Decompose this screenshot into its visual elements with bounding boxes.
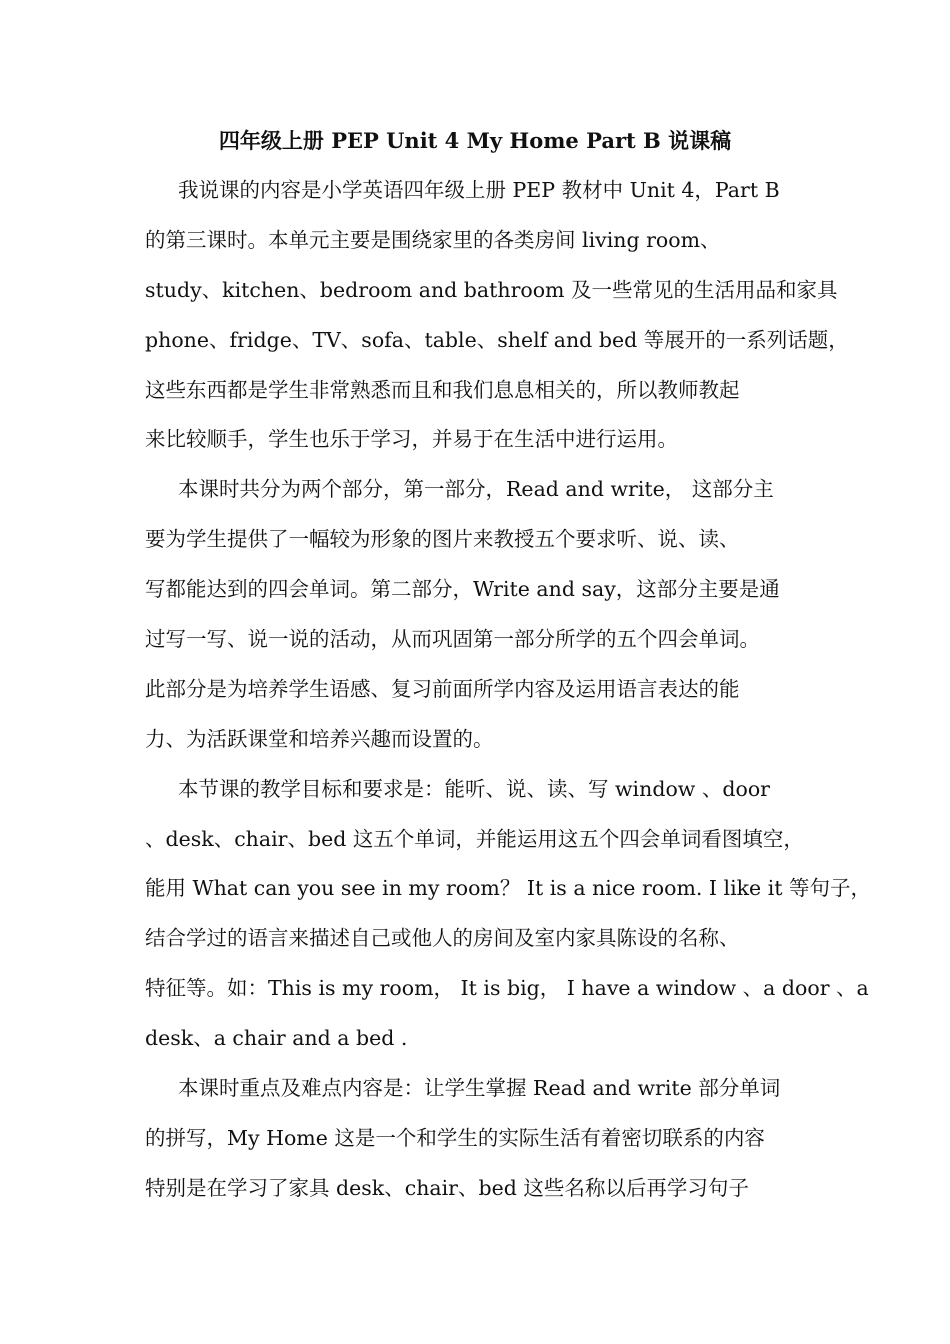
document-body xyxy=(145,166,872,1214)
document-title: 四年级上册 PEP Unit 4 My Home Part B 说课稿 xyxy=(218,128,732,153)
paragraph-line: 过写一写、说一说的活动，从而巩固第一部分所学的五个四会单词。 xyxy=(145,627,760,652)
paragraph-line: study、kitchen、bedroom and bathroom 及一些常见的生活用品和家具 xyxy=(145,277,838,302)
paragraph-line: 此部分是为培养学生语感、复习前面所学内容及运用语言表达的能 xyxy=(145,676,740,701)
paragraph-line: 本课时共分为两个部分，第一部分，Read and write， 这部分主 xyxy=(178,477,774,502)
paragraph-line: 这些东西都是学生非常熟悉而且和我们息息相关的，所以教师教起 xyxy=(145,377,740,402)
paragraph-line: 我说课的内容是小学英语四年级上册 PEP 教材中 Unit 4，Part B xyxy=(178,178,780,202)
paragraph-line: 能用 What can you see in my room？ It is a nice room. I like it 等句子， xyxy=(145,876,872,901)
paragraph-line: 的拼写，My Home 这是一个和学生的实际生活有着密切联系的内容 xyxy=(145,1125,765,1150)
paragraph-line: 写都能达到的四会单词。第二部分，Write and say，这部分主要是通 xyxy=(145,577,780,602)
paragraph-line: 要为学生提供了一幅较为形象的图片来教授五个要求听、说、读、 xyxy=(145,527,740,552)
paragraph-line: 力、为活跃课堂和培养兴趣而设置的。 xyxy=(145,726,494,751)
paragraph-line: 特别是在学习了家具 desk、chair、bed 这些名称以后再学习句子 xyxy=(145,1175,749,1200)
paragraph-line: 结合学过的语言来描述自己或他人的房间及室内家具陈设的名称、 xyxy=(145,926,740,951)
paragraph-line: 特征等。如：This is my room， It is big， I have a window 、a door 、a xyxy=(145,976,869,1001)
paragraph-line: 本课时重点及难点内容是：让学生掌握 Read and write 部分单词 xyxy=(178,1076,781,1101)
paragraph-line: 、desk、chair、bed 这五个单词，并能运用这五个四会单词看图填空， xyxy=(145,826,804,851)
paragraph-line: 来比较顺手，学生也乐于学习，并易于在生活中进行运用。 xyxy=(145,427,678,452)
paragraph-line: 的第三课时。本单元主要是围绕家里的各类房间 living room、 xyxy=(145,227,721,252)
paragraph-line: 本节课的教学目标和要求是：能听、说、读、写 window 、door xyxy=(178,776,770,801)
paragraph-line: desk、a chair and a bed . xyxy=(145,1026,408,1051)
paragraph-line: phone、fridge、TV、sofa、table、shelf and bed 等展开的一系列话题， xyxy=(145,327,849,352)
